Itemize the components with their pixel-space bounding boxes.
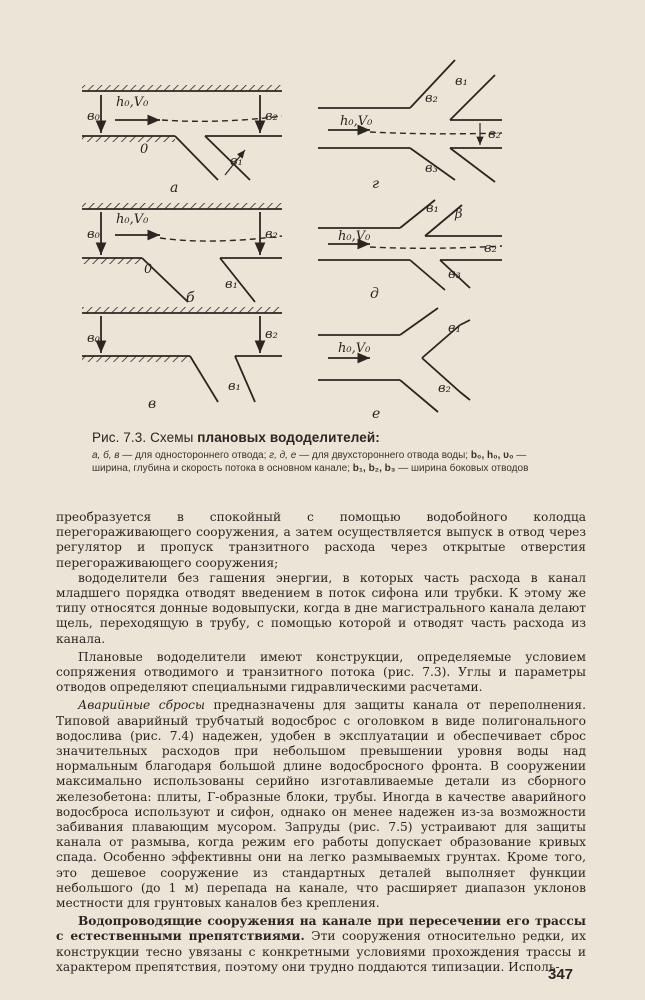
b0-label: в₀	[87, 331, 100, 346]
figure-7-3	[70, 40, 590, 440]
caption-part: а, б, в	[92, 450, 120, 461]
caption-part: b₀, h₀, υ₀	[470, 450, 514, 461]
paragraph-text: предназначены для защиты канала от переполнения. Типовой аварийный трубчатый водосброс с оголовком в виде полигонального водослива (рис. 7.4) надежен, удобен в эксплуатации и обеспечивает сброс значительных расходов при небольшом превышении уровня воды над нормальным благодаря большой длине водосбросного фронта. В сооружении максимально использованы серийно изготавливаемые детали из сборного железобетона: плиты, Г-образные блоки, трубы. Иногда в качестве аварийного водосброса используют и сифон, однако он менее надежен из-за возможности забивания плавающим мусором. Запруды (рис. 7.5) устраивают для защиты канала от размыва, когда режим его работы допускает образование кривых спада. Особенно эффективны они на легко размываемых грунтах. Кроме того, это дешевое сооружение из стандартных деталей выполняет функции небольшого (до 1 м) перепада на канале, что расширяет диапазон уклонов местности для грунтовых каналов без крепления.	[56, 698, 586, 911]
b2-label: в₂	[438, 381, 451, 396]
label-e: е	[372, 406, 381, 422]
caption-part: — ширина, глубина и скорость потока в основном канале;	[92, 450, 527, 474]
scheme-v	[82, 307, 282, 402]
caption-part: г, д, е	[269, 450, 297, 461]
flow-label: h₀,V₀	[116, 212, 149, 227]
b0-label: в₀	[87, 109, 100, 124]
caption-part: b₁, b₂, b₃	[352, 462, 396, 474]
page-number: 347	[548, 966, 574, 983]
flow-label: h₀,V₀	[116, 95, 149, 110]
b0-label: в₀	[87, 227, 100, 242]
b1-label: в₁	[426, 201, 439, 216]
caption-part: — ширина боковых отводов	[395, 462, 529, 474]
label-v: в	[148, 396, 157, 412]
flow-label: h₀,V₀	[338, 229, 371, 244]
section-heading: Водопроводящие сооружения на канале при пересечении его трассы с естественными препятствиями.	[56, 914, 586, 944]
b2-label: в₂	[425, 91, 438, 106]
scheme-d	[318, 200, 502, 290]
body-text	[56, 510, 586, 975]
b1-label: в₁	[225, 277, 238, 292]
b2-label: в₂	[265, 227, 278, 242]
caption-title-bold: плановых вододелителей:	[197, 430, 380, 445]
b3-label: в₃	[448, 267, 461, 282]
beta-label: β	[455, 207, 463, 222]
b1-label: в₁	[228, 379, 241, 394]
b2-label: в₂	[484, 241, 497, 256]
scheme-b	[82, 203, 282, 302]
flow-label: h₀,V₀	[340, 114, 373, 129]
paragraph	[56, 914, 586, 975]
b1-label: в₁	[455, 74, 468, 89]
paragraph: вододелители без гашения энергии, в которых часть расхода в канал младшего порядка отводят введением в поток сифона или трубки. К этому же типу относятся донные водовыпуски, когда в дне магистрального канала делают щель, переходящую в трубу, с помощью которой и отводят часть расхода из канала.	[56, 570, 586, 646]
label-g: г	[372, 176, 380, 192]
caption-title-prefix: Рис. 7.3. Схемы	[92, 430, 198, 445]
water-divider-schemes-diagram	[70, 40, 590, 440]
b1-label: в₁	[448, 321, 461, 336]
figure-caption	[92, 430, 552, 475]
label-d: д	[370, 286, 379, 302]
b3-label: в₃	[425, 161, 438, 176]
label-a: а	[170, 180, 179, 196]
label-b: б	[186, 290, 195, 306]
b1-label: в₁	[230, 154, 243, 169]
b2-label: в₂	[265, 327, 278, 342]
caption-description	[92, 450, 552, 475]
zero-label: 0	[140, 142, 149, 157]
flow-label: h₀,V₀	[338, 341, 371, 356]
zero-label: 0	[144, 262, 153, 277]
paragraph: Плановые вододелители имеют конструкции, определяемые условием сопряжения отводимого и транзитного потока (рис. 7.3). Углы и параметры отводов определяют специальными гидравлическими расчетами.	[56, 649, 586, 695]
term-emergency-spillways: Аварийные сбросы	[78, 698, 205, 713]
paragraph: преобразуется в спокойный с помощью водобойного колодца перегораживающего сооружения, а затем осуществляется выпуск в отвод через регулятор и пропуск транзитного расхода через открытые отверстия перегораживающего сооружения;	[56, 510, 586, 570]
paragraph-text: Эти сооружения относительно редки, их конструкции тесно увязаны с конкретными условиями прохождения трассы и характером препятствия, поэтому они трудно поддаются типизации. Исполь-	[56, 929, 587, 974]
paragraph	[56, 698, 586, 911]
caption-title	[92, 430, 552, 445]
scheme-a	[82, 85, 282, 180]
b2-label: в₂	[265, 109, 278, 124]
b2-label: в₂	[488, 127, 501, 142]
caption-part: — для двухстороннего отвода воды;	[296, 450, 471, 461]
caption-part: — для одностороннего отвода;	[119, 450, 270, 461]
